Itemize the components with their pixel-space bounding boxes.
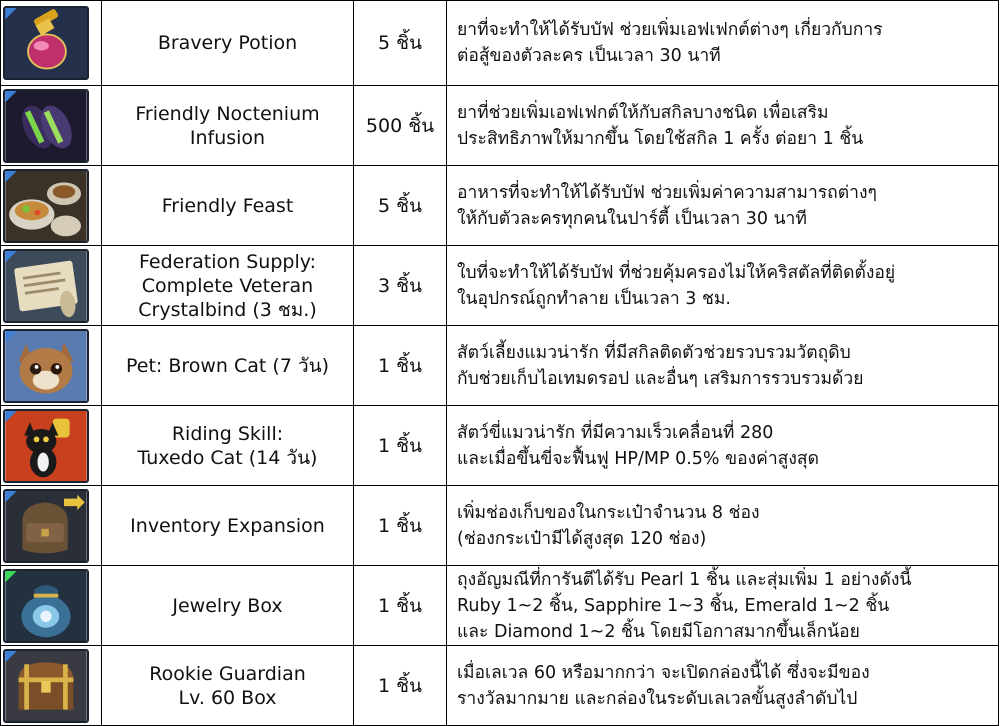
icon-cell	[0, 565, 102, 646]
icon-cell	[0, 245, 102, 326]
item-name-cell	[101, 245, 354, 326]
item-qty-cell	[353, 325, 447, 406]
item-qty-cell	[353, 645, 447, 726]
item-description: ยาที่จะทำให้ได้รับบัฟ ช่วยเพิ่มเอฟเฟกต์ต่างๆ เกี่ยวกับการ ต่อสู้ของตัวละคร เป็นเวลา 30 นาที	[457, 20, 883, 66]
table-row	[0, 565, 1000, 646]
icon-cell	[0, 405, 102, 486]
table-row	[0, 405, 1000, 486]
brown-cat-icon	[3, 329, 89, 403]
icon-cell	[0, 325, 102, 406]
table-row	[0, 0, 1000, 86]
item-desc-cell	[446, 485, 999, 566]
item-quantity: 5 ชิ้น	[377, 194, 422, 217]
item-description: เพิ่มช่องเก็บของในกระเป๋าจำนวน 8 ช่อง (ช่องกระเป๋ามีได้สูงสุด 120 ช่อง)	[457, 502, 760, 549]
item-qty-cell	[353, 405, 447, 486]
item-description: ใบที่จะทำให้ได้รับบัฟ ที่ช่วยคุ้มครองไม่ให้คริสตัลที่ติดตั้งอยู่ ในอุปกรณ์ถูกทำลาย เป็นเวลา 3 ชม.	[457, 262, 896, 309]
item-desc-cell	[446, 325, 999, 406]
item-name: Federation Supply: Complete Veteran Crystalbind (3 ชม.)	[138, 250, 317, 321]
table-row	[0, 245, 1000, 326]
item-qty-cell	[353, 565, 447, 646]
infusion-icon	[3, 89, 89, 163]
item-desc-cell	[446, 0, 999, 86]
table-row	[0, 85, 1000, 166]
icon-cell	[0, 0, 102, 86]
icon-cell	[0, 645, 102, 726]
item-name: Friendly Feast	[161, 194, 294, 217]
icon-cell	[0, 85, 102, 166]
item-name-cell	[101, 565, 354, 646]
item-qty-cell	[353, 165, 447, 246]
item-quantity: 1 ชิ้น	[377, 514, 422, 537]
item-name-cell	[101, 485, 354, 566]
table-row	[0, 325, 1000, 406]
item-qty-cell	[353, 85, 447, 166]
item-description: เมื่อเลเวล 60 หรือมากกว่า จะเปิดกล่องนี้ได้ ซึ่งจะมีของ รางวัลมากมาย และกล่องในระดับเลเวลขั้นสูงลำดับไป	[457, 662, 870, 709]
item-name: Jewelry Box	[172, 594, 283, 617]
item-desc-cell	[446, 85, 999, 166]
item-name-cell	[101, 85, 354, 166]
icon-cell	[0, 165, 102, 246]
table-row	[0, 645, 1000, 726]
item-quantity: 1 ชิ้น	[377, 354, 422, 377]
jewel-pouch-icon	[3, 569, 89, 643]
item-desc-cell	[446, 645, 999, 726]
item-name-cell	[101, 325, 354, 406]
item-desc-cell	[446, 405, 999, 486]
table-row	[0, 485, 1000, 566]
item-description: สัตว์ขี่แมวน่ารัก ที่มีความเร็วเคลื่อนที่ 280 และเมื่อขึ้นขี่จะฟื้นฟู HP/MP 0.5% ของค่าสูงสุด	[457, 422, 819, 469]
item-name-cell	[101, 645, 354, 726]
bag-icon	[3, 489, 89, 563]
item-name: Rookie Guardian Lv. 60 Box	[149, 662, 306, 709]
item-desc-cell	[446, 245, 999, 326]
item-name: Inventory Expansion	[130, 514, 325, 537]
table-row	[0, 165, 1000, 246]
tuxedo-cat-icon	[3, 409, 89, 483]
icon-cell	[0, 485, 102, 566]
item-qty-cell	[353, 0, 447, 86]
item-quantity: 1 ชิ้น	[377, 674, 422, 697]
item-quantity: 3 ชิ้น	[377, 274, 422, 297]
item-description: ยาที่ช่วยเพิ่มเอฟเฟกต์ให้กับสกิลบางชนิด เพื่อเสริม ประสิทธิภาพให้มากขึ้น โดยใช้สกิล 1 ครั้ง ต่อยา 1 ชิ้น	[457, 102, 864, 149]
item-name: Bravery Potion	[157, 32, 298, 54]
item-description: อาหารที่จะทำให้ได้รับบัฟ ช่วยเพิ่มค่าความสามารถต่างๆ ให้กับตัวละครทุกคนในปาร์ตี้ เป็นเวลา 30 นาที	[457, 182, 877, 229]
item-name-cell	[101, 165, 354, 246]
chest-icon	[3, 649, 89, 723]
item-name: Friendly Noctenium Infusion	[135, 102, 320, 149]
item-name: Pet: Brown Cat (7 วัน)	[125, 354, 330, 377]
item-qty-cell	[353, 245, 447, 326]
item-quantity: 500 ชิ้น	[365, 114, 435, 137]
scroll-icon	[3, 249, 89, 323]
item-desc-cell	[446, 165, 999, 246]
feast-icon	[3, 169, 89, 243]
potion-icon	[3, 6, 89, 80]
item-name-cell	[101, 0, 354, 86]
item-description: ถุงอัญมณีที่การันตีได้รับ Pearl 1 ชิ้น และสุ่มเพิ่ม 1 อย่างดังนี้ Ruby 1~2 ชิ้น, Sapphire 1~3 ชิ้น, Emerald 1~2 ชิ้น และ Diamond 1~2 ชิ้น โดยมีโอกาสมากขึ้นเล็กน้อย	[457, 569, 912, 642]
item-desc-cell	[446, 565, 999, 646]
item-quantity: 1 ชิ้น	[377, 434, 422, 457]
item-name: Riding Skill: Tuxedo Cat (14 วัน)	[137, 422, 318, 469]
item-description: สัตว์เลี้ยงแมวน่ารัก ที่มีสกิลติดตัวช่วยรวบรวมวัตถุดิบ กับช่วยเก็บไอเทมดรอป และอื่นๆ เสริมการรวบรวมด้วย	[457, 342, 864, 389]
item-quantity: 5 ชิ้น	[377, 32, 422, 54]
item-name-cell	[101, 405, 354, 486]
item-quantity: 1 ชิ้น	[377, 594, 422, 617]
item-qty-cell	[353, 485, 447, 566]
